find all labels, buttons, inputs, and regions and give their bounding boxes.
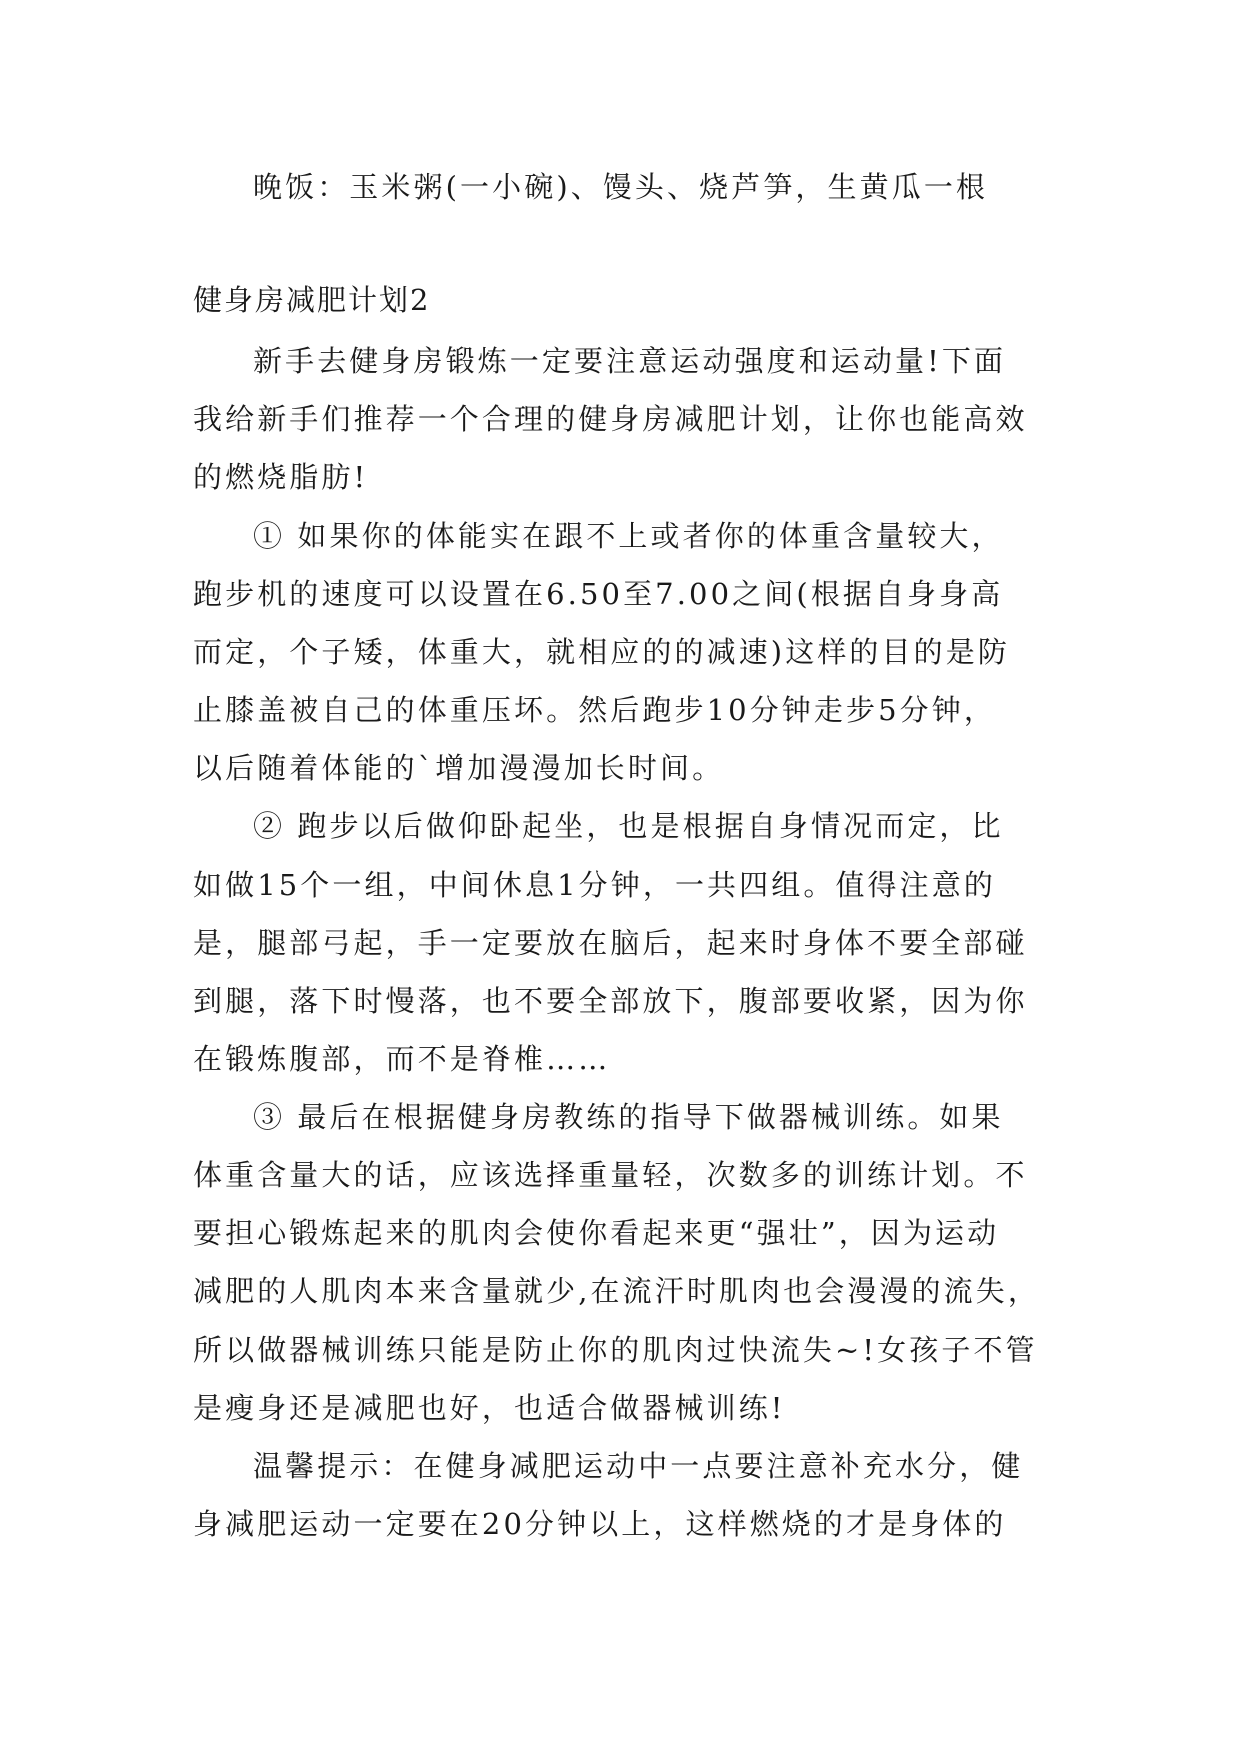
step2-line-3: 是，腿部弓起，手一定要放在脑后，起来时身体不要全部碰 bbox=[193, 926, 1028, 960]
step1-line-2: 跑步机的速度可以设置在6.50至7.00之间(根据自身身高 bbox=[193, 577, 1004, 611]
dinner-line: 晚饭：玉米粥(一小碗)、馒头、烧芦笋，生黄瓜一根 bbox=[253, 170, 989, 204]
step1-line-5: 以后随着体能的`增加漫漫加长时间。 bbox=[193, 751, 725, 785]
step3-line-6: 是瘦身还是减肥也好，也适合做器械训练! bbox=[193, 1391, 786, 1425]
step1-line-4: 止膝盖被自己的体重压坏。然后跑步10分钟走步5分钟， bbox=[193, 693, 996, 727]
step1-line-3: 而定，个子矮，体重大，就相应的的减速)这样的目的是防 bbox=[193, 635, 1010, 669]
intro-line-1: 新手去健身房锻炼一定要注意运动强度和运动量!下面 bbox=[253, 344, 1007, 378]
intro-line-3: 的燃烧脂肪! bbox=[193, 460, 369, 494]
step2-line-2: 如做15个一组，中间休息1分钟，一共四组。值得注意的 bbox=[193, 868, 996, 902]
intro-line-2: 我给新手们推荐一个合理的健身房减肥计划，让你也能高效 bbox=[193, 402, 1028, 436]
step2-line-1: ② 跑步以后做仰卧起坐，也是根据自身情况而定，比 bbox=[253, 809, 1004, 843]
step1-line-1: ① 如果你的体能实在跟不上或者你的体重含量较大， bbox=[253, 519, 1004, 553]
step3-line-4: 减肥的人肌肉本来含量就少,在流汗时肌肉也会漫漫的流失， bbox=[193, 1274, 1040, 1308]
tip-line-1: 温馨提示：在健身减肥运动中一点要注意补充水分，健 bbox=[253, 1449, 1024, 1483]
section-title: 健身房减肥计划2 bbox=[193, 283, 431, 317]
step2-line-5: 在锻炼腹部，而不是脊椎…… bbox=[193, 1042, 611, 1076]
step3-line-2: 体重含量大的话，应该选择重量轻，次数多的训练计划。不 bbox=[193, 1158, 1028, 1192]
step2-line-4: 到腿，落下时慢落，也不要全部放下，腹部要收紧，因为你 bbox=[193, 984, 1028, 1018]
tip-line-2: 身减肥运动一定要在20分钟以上，这样燃烧的才是身体的 bbox=[193, 1507, 1007, 1541]
step3-line-1: ③ 最后在根据健身房教练的指导下做器械训练。如果 bbox=[253, 1100, 1004, 1134]
step3-line-5: 所以做器械训练只能是防止你的肌肉过快流失~!女孩子不管 bbox=[193, 1333, 1038, 1367]
step3-line-3: 要担心锻炼起来的肌肉会使你看起来更“强壮”，因为运动 bbox=[193, 1216, 1000, 1250]
